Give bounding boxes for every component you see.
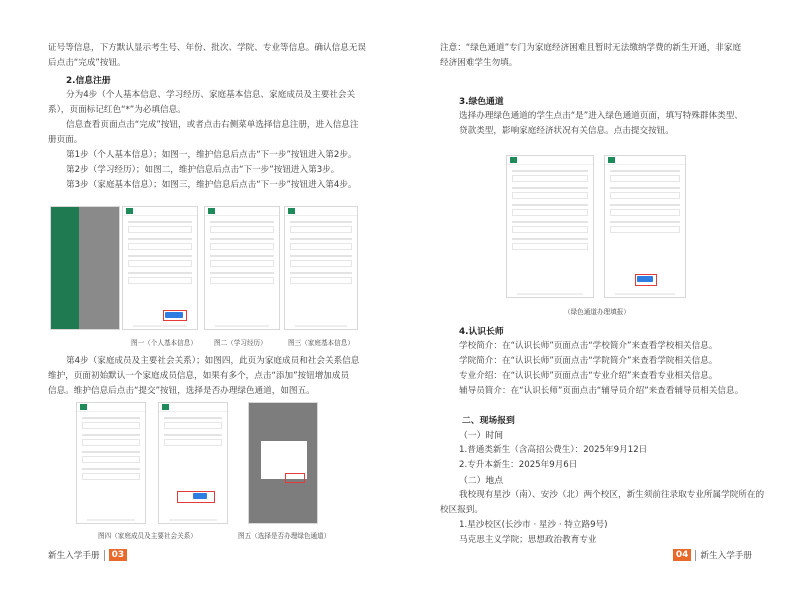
figure-4-screenshot-a [76, 402, 146, 524]
caption-figure-2: 图二（学习经历） [214, 339, 267, 347]
step1-line: 第1步（个人基本信息）；如图一，维护信息后点击“下一步”按钮进入第2步。 [66, 150, 357, 160]
place-line-1: 我校现有星沙（南）、安沙（北）两个校区，新生须前往录取专业所属学院所在的 [459, 490, 765, 500]
time-line-2: 2.专升本新生：2025年9月6日 [459, 460, 578, 470]
section3-line-1: 选择办理绿色通道的学生点击“是”进入绿色通道页面，填写特殊群体类型、 [459, 111, 743, 121]
note-line-2: 经济困难学生勿填。 [440, 58, 518, 68]
footer-divider [695, 550, 696, 561]
section2-line-2: 系），页面标记红色“*”为必填信息。 [48, 105, 186, 115]
page-number: 04 [673, 549, 692, 561]
place-title: （二）地点 [459, 476, 503, 486]
note-line-1: 注意：“绿色通道”专门为家庭经济困难且暂时无法缴纳学费的新生开通，非家庭 [440, 43, 742, 53]
right-page [400, 0, 800, 604]
section2-line-1: 分为4步（个人基本信息、学习经历、家庭基本信息、家庭成员及主要社会关 [66, 90, 356, 100]
part2-title: 二、现场报到 [462, 416, 515, 426]
intro-line-2: 后点击“完成”按钮。 [48, 58, 126, 68]
campus-title: 1.星沙校区(长沙市 · 星沙 · 特立路9号) [459, 520, 608, 530]
campus-line: 马克思主义学院；思想政治教育专业 [459, 535, 597, 545]
section2-line-4: 册页面。 [48, 135, 83, 145]
place-line-2: 校区报到。 [440, 505, 483, 515]
counselor-intro-line: 辅导员简介：在“认识长师”页面点击“辅导员介绍”来查看辅导员相关信息。 [459, 386, 744, 396]
section-title-know-school: 4.认识长师 [459, 327, 504, 337]
footer-title: 新生入学手册 [48, 551, 100, 561]
green-channel-screenshot-a [506, 155, 594, 298]
footer-left [48, 549, 127, 561]
section-title-info-register: 2.信息注册 [66, 76, 111, 86]
figure-5-screenshot [248, 402, 318, 524]
footer-divider [104, 550, 105, 561]
footer-title: 新生入学手册 [700, 551, 752, 561]
page-number: 03 [109, 549, 128, 561]
figure-1-screenshot-menu [50, 206, 120, 330]
step3-line: 第3步（家庭基本信息）；如图三，维护信息后点击“下一步”按钮进入第4步。 [66, 180, 357, 190]
time-title: （一）时间 [459, 431, 503, 441]
figure-3-screenshot [284, 206, 358, 330]
section2-line-3: 信息查看页面点击“完成”按钮，或者点击右侧菜单选择信息注册，进入信息注 [66, 120, 359, 130]
step4-line-2: 维护，页面初始默认一个家庭成员信息，如果有多个，点击“添加”按钮增加成员 [48, 371, 350, 381]
caption-figure-5: 图五（选择是否办理绿色通道） [238, 532, 331, 540]
caption-figure-3: 图三（家庭基本信息） [288, 339, 354, 347]
green-channel-screenshot-b [604, 155, 686, 298]
step2-line: 第2步（学习经历）；如图二，维护信息后点击“下一步”按钮进入第3步。 [66, 165, 340, 175]
section3-line-2: 贷款类型，影响家庭经济状况有关信息。点击提交按钮。 [459, 126, 674, 136]
school-intro-line: 学校简介：在“认识长师”页面点击“学校简介”来查看学校相关信息。 [459, 341, 718, 351]
caption-figure-4: 图四（家庭成员及主要社会关系） [98, 532, 197, 540]
figure-2-screenshot [204, 206, 280, 330]
step4-line-3: 信息。维护信息后点击“提交”按钮，选择是否办理绿色通道，如图五。 [48, 386, 315, 396]
section-title-green-channel: 3.绿色通道 [459, 97, 504, 107]
caption-green-channel: （绿色通道办理填报） [564, 308, 630, 316]
footer-right [673, 549, 752, 561]
figure-4-screenshot-b [158, 402, 228, 524]
caption-figure-1: 图一（个人基本信息） [131, 339, 197, 347]
figure-1-screenshot-form [122, 206, 198, 330]
step4-line-1: 第4步（家庭成员及主要社会关系）；如图四，此页为家庭成员和社会关系信息 [66, 356, 360, 366]
time-line-1: 1.普通类新生（含高招公费生）：2025年9月12日 [459, 445, 648, 455]
intro-line-1: 证号等信息，下方默认显示考生号、年份、批次、学院、专业等信息。确认信息无误 [48, 43, 366, 53]
college-intro-line: 学院简介：在“认识长师”页面点击“学院简介”来查看学院相关信息。 [459, 356, 718, 366]
major-intro-line: 专业介绍：在“认识长师”页面点击“专业介绍”来查看专业相关信息。 [459, 371, 718, 381]
